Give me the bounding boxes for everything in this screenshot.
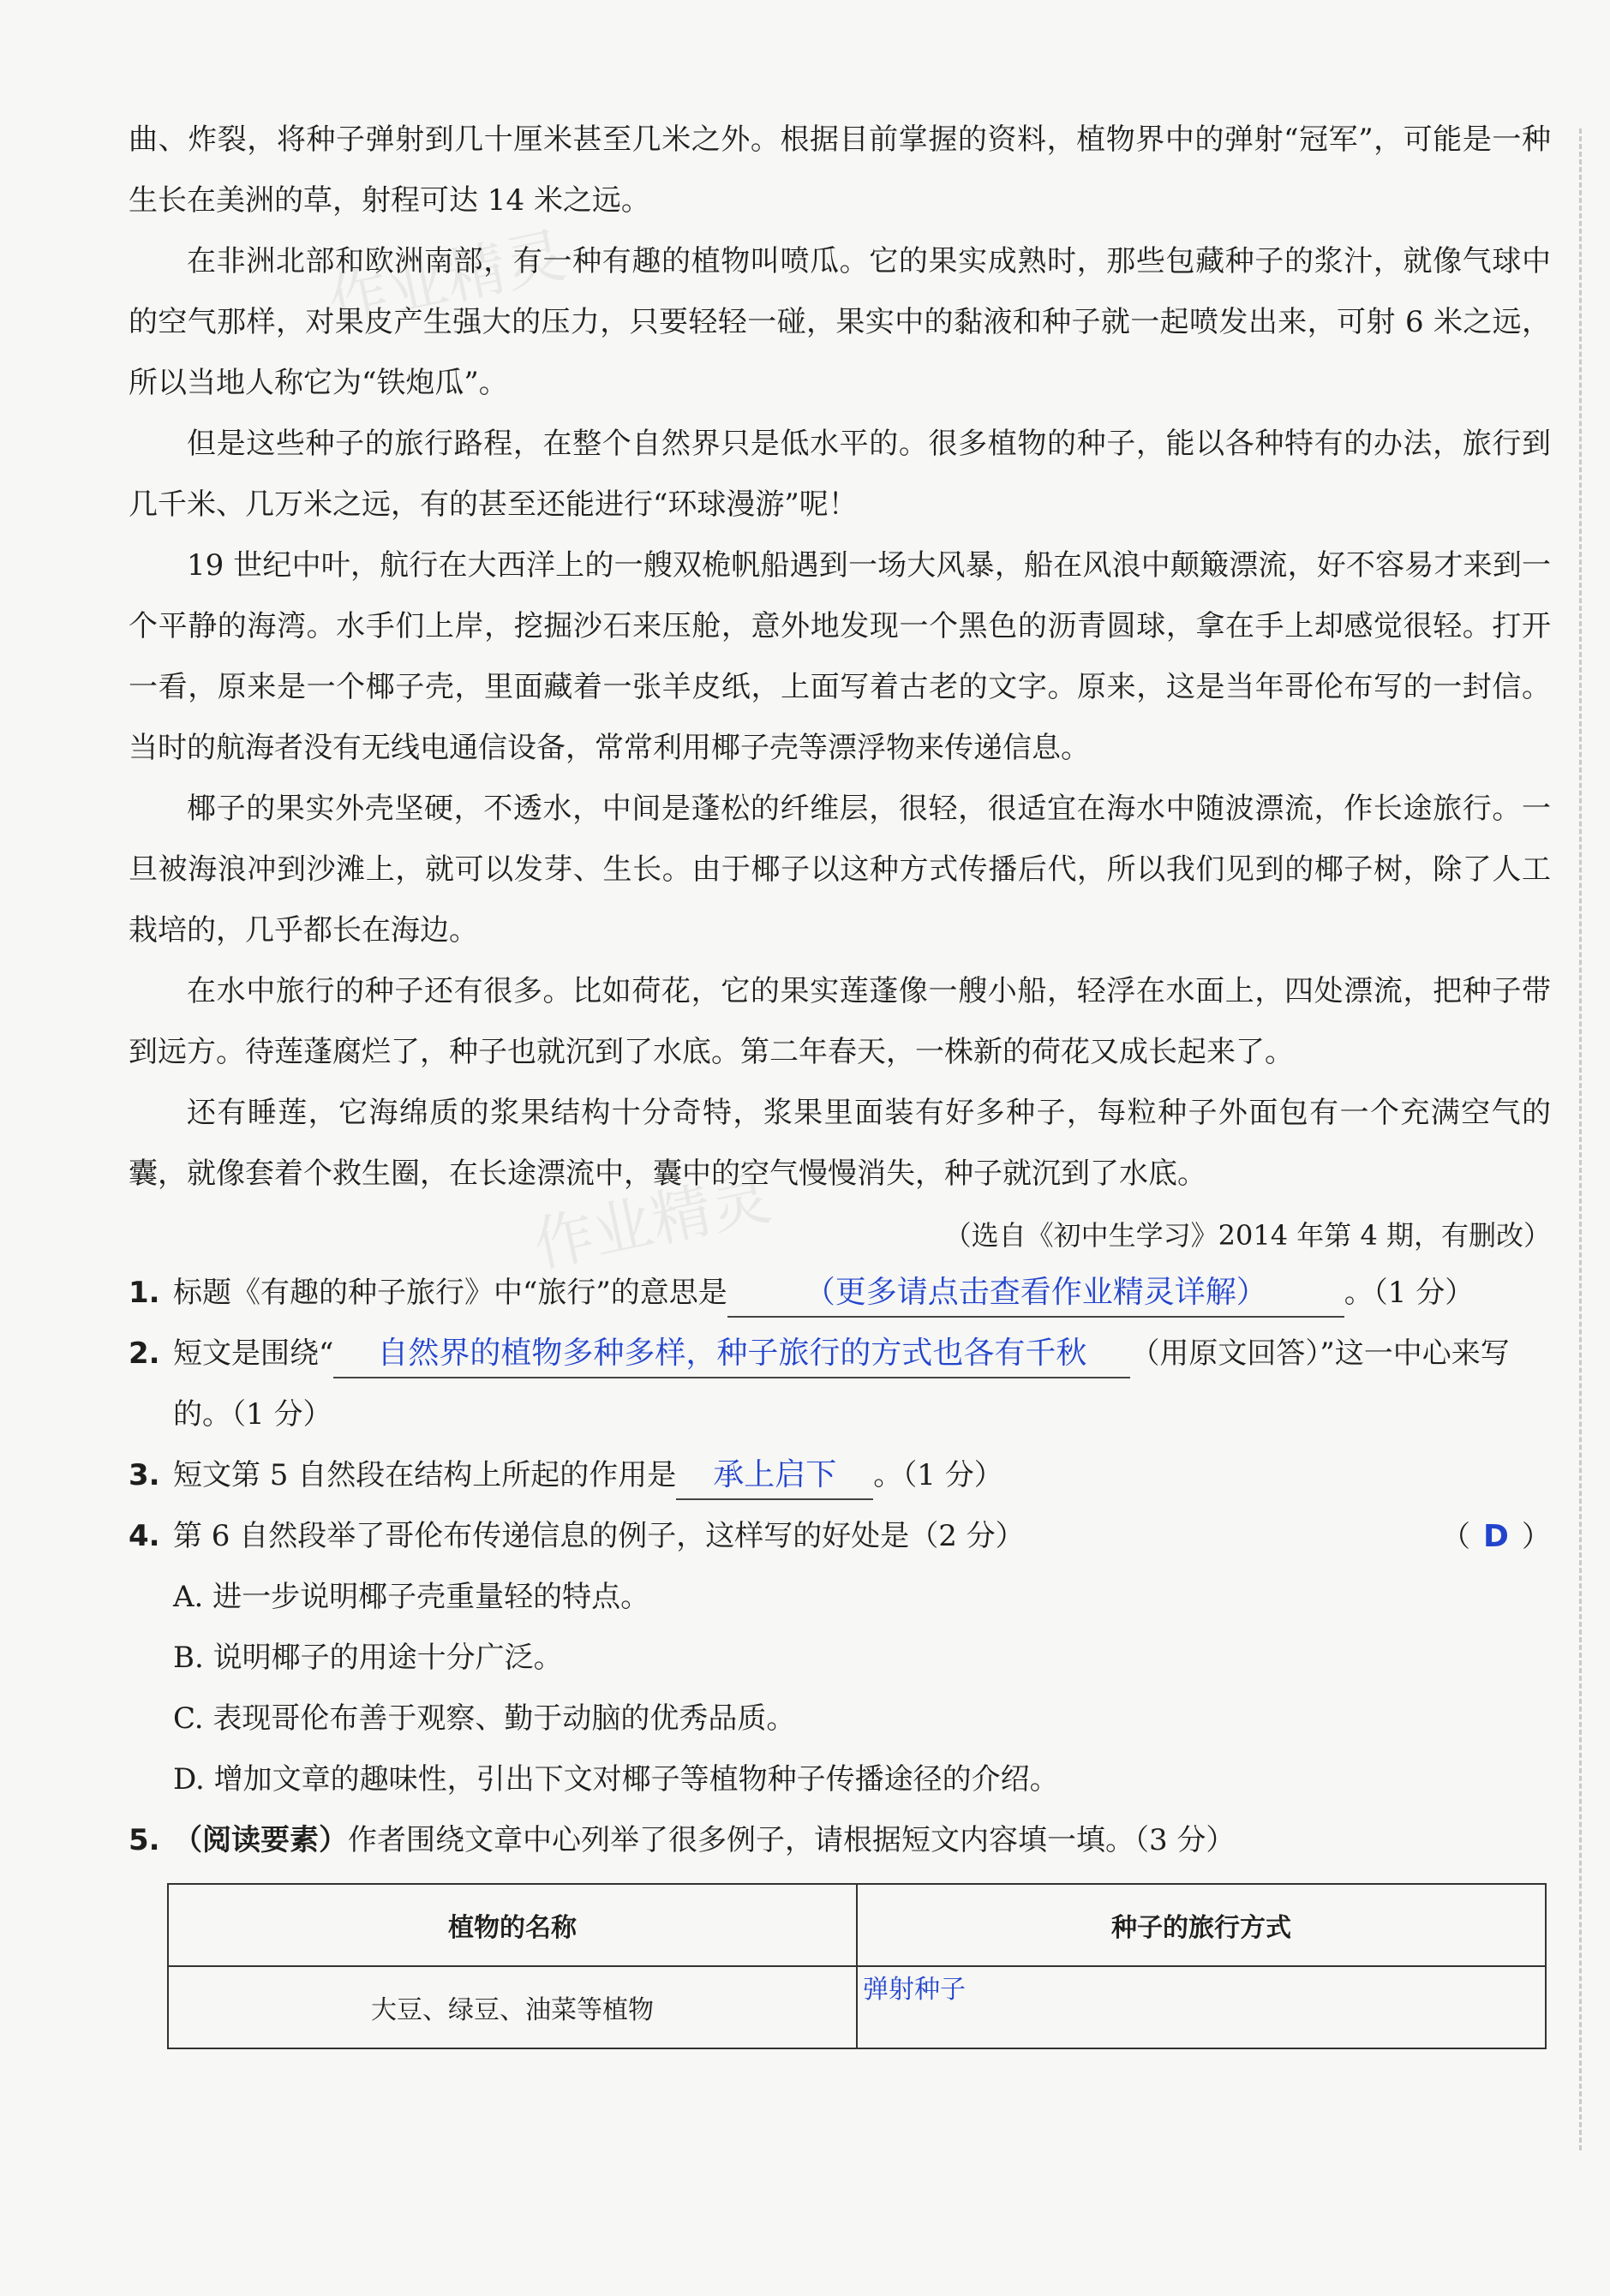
paragraph-7: 还有睡莲，它海绵质的浆果结构十分奇特，浆果里面装有好多种子，每粒种子外面包有一个充满空气的囊，就像套着个救生圈，在长途漂流中，囊中的空气慢慢消失，种子就沉到了水底。	[129, 1096, 1551, 1191]
question-3-score: 。（1 分）	[873, 1458, 1003, 1492]
question-2-number: 2.	[129, 1336, 160, 1371]
table-header-plant-name: 植物的名称	[168, 1884, 857, 1966]
question-2-answer-blank[interactable]: 自然界的植物多种多样，种子旅行的方式也各有千秋	[333, 1330, 1130, 1378]
question-1-text: 标题《有趣的种子旅行》中“旅行”的意思是	[173, 1276, 727, 1310]
question-3-number: 3.	[129, 1458, 160, 1492]
paragraph-3: 但是这些种子的旅行路程，在整个自然界只是低水平的。很多植物的种子，能以各种特有的办法，旅行到几千米、几万米之远，有的甚至还能进行“环球漫游”呢！	[129, 427, 1551, 522]
question-5-number: 5.	[129, 1823, 160, 1857]
table-row	[168, 1966, 1546, 2048]
question-5	[129, 1810, 1551, 1871]
page-content	[129, 110, 1551, 2049]
question-2-text: 短文是围绕“	[173, 1336, 334, 1371]
watermark-top: 作业精灵	[321, 219, 572, 339]
option-d: D. 增加文章的趣味性，引出下文对椰子等植物种子传播途径的介绍。	[173, 1762, 1059, 1797]
question-1-number: 1.	[129, 1276, 160, 1310]
question-4-answer: D	[1483, 1519, 1509, 1554]
paren-open: （	[1441, 1520, 1470, 1554]
paragraph-4: 19 世纪中叶，航行在大西洋上的一艘双桅帆船遇到一场大风暴，船在风浪中颠簸漂流，好不容易才来到一个平静的海湾。水手们上岸，挖掘沙石来压舱，意外地发现一个黑色的沥青圆球，拿在手上却感觉很轻。打开一看，原来是一个椰子壳，里面藏着一张羊皮纸，上面写着古老的文字。原来，这是当年哥伦布写的一封信。当时的航海者没有无线电通信设备，常常利用椰子壳等漂浮物来传递信息。	[129, 548, 1551, 765]
seed-travel-table	[167, 1883, 1547, 2049]
option-a: A. 进一步说明椰子壳重量轻的特点。	[173, 1580, 650, 1614]
question-5-text: 作者围绕文章中心列举了很多例子，请根据短文内容填一填。（3 分）	[348, 1823, 1236, 1857]
paragraph-2: 在非洲北部和欧洲南部，有一种有趣的植物叫喷瓜。它的果实成熟时，那些包藏种子的浆汁，就像气球中的空气那样，对果皮产生强大的压力，只要轻轻一碰，果实中的黏液和种子就一起喷发出来，可射 6 米之远，所以当地人称它为“铁炮瓜”。	[129, 244, 1551, 400]
watermark-middle: 作业精灵	[527, 1162, 777, 1282]
question-1-answer-blank[interactable]: （更多请点击查看作业精灵详解）	[727, 1270, 1344, 1318]
question-1-score: 。（1 分）	[1344, 1276, 1475, 1310]
table-header-row	[168, 1884, 1546, 1966]
paren-close: ）	[1522, 1520, 1551, 1554]
table-header-travel-method: 种子的旅行方式	[857, 1884, 1546, 1966]
question-4-answer-box[interactable]	[1441, 1506, 1551, 1568]
question-3	[129, 1445, 1551, 1506]
question-2-suffix: （用原文回答）”这一中心来写的。（1 分）	[173, 1336, 1510, 1432]
question-4-number: 4.	[129, 1519, 160, 1553]
option-c: C. 表现哥伦布善于观察、勤于动脑的优秀品质。	[173, 1701, 796, 1736]
paragraph-5: 椰子的果实外壳坚硬，不透水，中间是蓬松的纤维层，很轻，很适宜在海水中随波漂流，作长途旅行。一旦被海浪冲到沙滩上，就可以发芽、生长。由于椰子以这种方式传播后代，所以我们见到的椰子树，除了人工栽培的，几乎都长在海边。	[129, 792, 1551, 948]
binding-dashed-line	[1579, 129, 1582, 2150]
paragraph-6: 在水中旅行的种子还有很多。比如荷花，它的果实莲蓬像一艘小船，轻浮在水面上，四处漂流，把种子带到远方。待莲蓬腐烂了，种子也就沉到了水底。第二年春天，一株新的荷花又成长起来了。	[129, 974, 1551, 1069]
table-cell-method[interactable]: 弹射种子	[857, 1966, 1546, 2048]
paragraph-1: 曲、炸裂，将种子弹射到几十厘米甚至几米之外。根据目前掌握的资料，植物界中的弹射“冠军”，可能是一种生长在美洲的草，射程可达 14 米之远。	[129, 123, 1551, 218]
question-4-text: 第 6 自然段举了哥伦布传递信息的例子，这样写的好处是（2 分）	[173, 1519, 1025, 1553]
table-cell-plant: 大豆、绿豆、油菜等植物	[168, 1966, 857, 2048]
question-4	[129, 1506, 1551, 1567]
option-b: B. 说明椰子的用途十分广泛。	[173, 1641, 563, 1675]
source-citation: （选自《初中生学习》2014 年第 4 期，有删改）	[943, 1219, 1551, 1252]
reading-element-tag: （阅读要素）	[173, 1823, 348, 1857]
question-3-answer-blank[interactable]: 承上启下	[676, 1452, 873, 1500]
question-2	[129, 1324, 1551, 1445]
question-1	[129, 1263, 1551, 1324]
question-3-text: 短文第 5 自然段在结构上所起的作用是	[173, 1458, 677, 1492]
